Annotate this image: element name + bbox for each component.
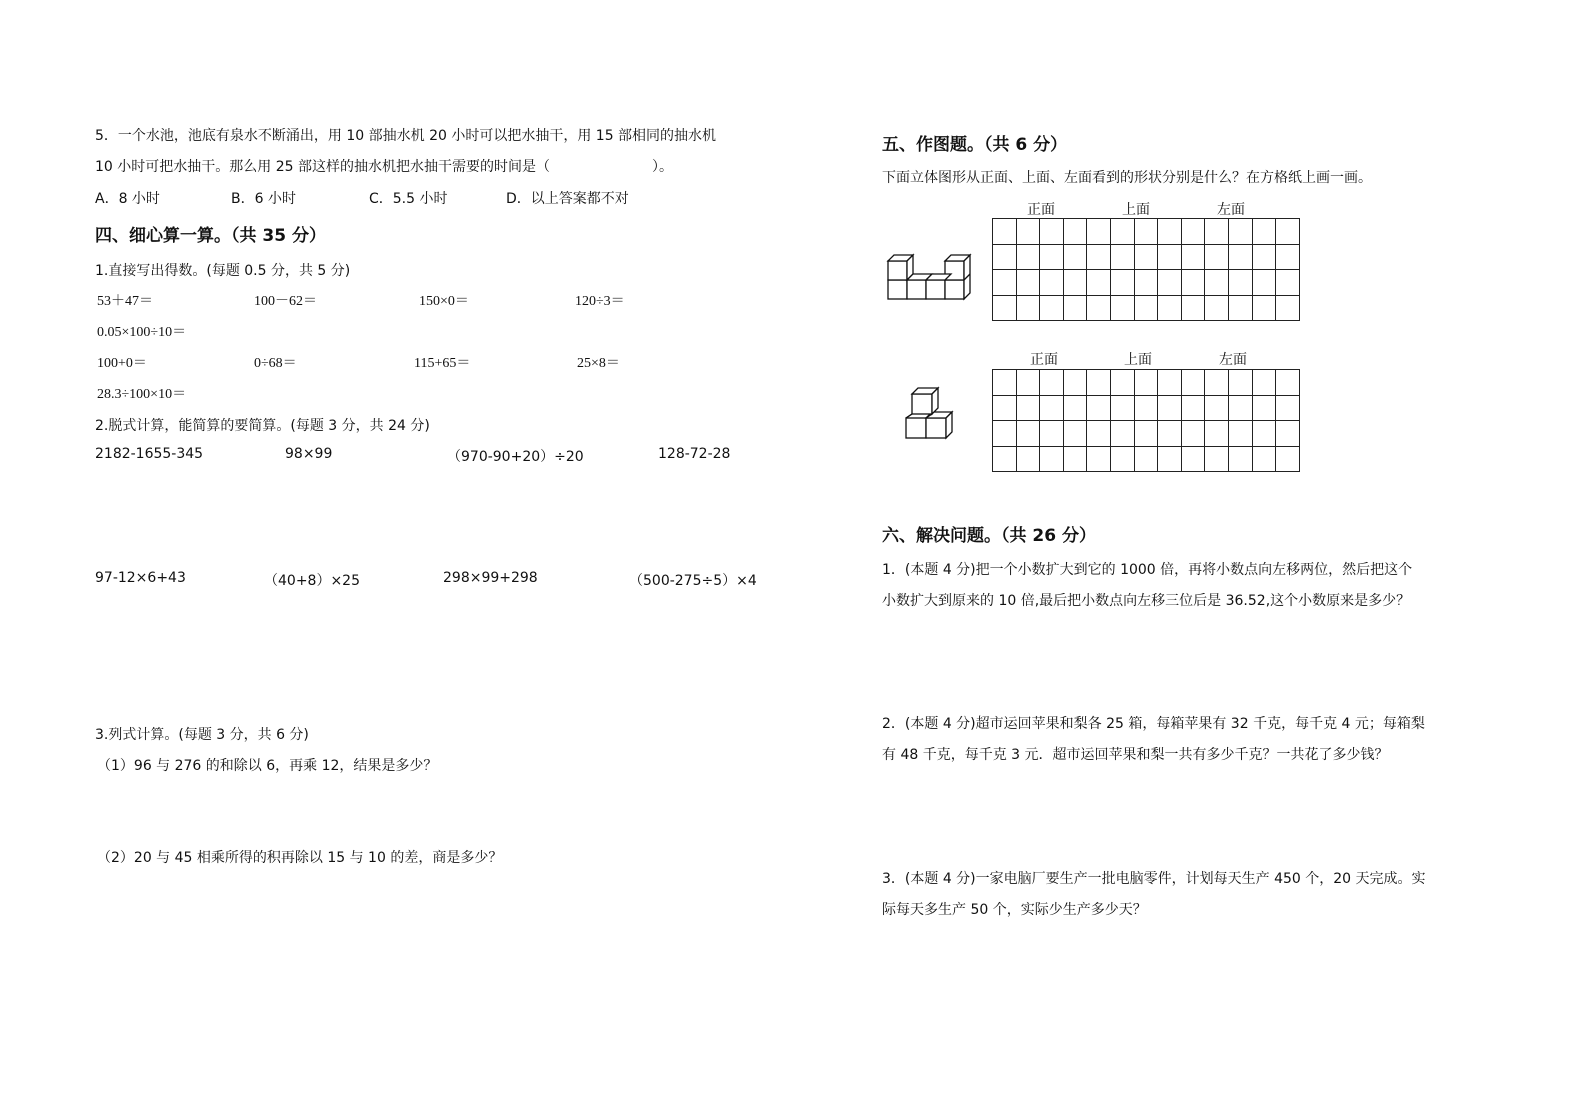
expr-item: 298×99+298 [443, 570, 538, 586]
expr-item: （500-275÷5）×4 [629, 573, 757, 589]
expr-item: 98×99 [285, 446, 333, 462]
s6-q1-line2: 小数扩大到原来的 10 倍,最后把小数点向左移三位后是 36.52,这个小数原来是多少？ [882, 593, 1411, 609]
q5-option-a: A．8 小时 [95, 191, 160, 207]
section5-title: 五、作图题。（共 6 分） [882, 135, 1068, 155]
q5-option-c: C．5.5 小时 [369, 191, 448, 207]
expr-item: 97-12×6+43 [95, 570, 186, 586]
grid2-label-top: 上面 [1124, 352, 1152, 368]
part3-q1: （1）96 与 276 的和除以 6，再乘 12，结果是多少？ [97, 758, 438, 774]
section4-title: 四、细心算一算。（共 35 分） [95, 226, 326, 246]
calc-item: 28.3÷100×10＝ [97, 387, 187, 402]
calc-item: 150×0＝ [419, 294, 469, 309]
calc-item: 115+65＝ [414, 356, 471, 371]
grid-paper-2 [992, 369, 1300, 472]
part1-title: 1.直接写出得数。(每题 0.5 分，共 5 分) [95, 263, 351, 279]
grid2-label-front: 正面 [1030, 352, 1058, 368]
solid-figure-1 [886, 252, 976, 302]
q5-option-b: B．6 小时 [231, 191, 296, 207]
calc-item: 0.05×100÷10＝ [97, 325, 187, 340]
expr-item: 128-72-28 [658, 446, 731, 462]
grid1-label-left: 左面 [1217, 202, 1245, 218]
solid-figure-2 [904, 386, 964, 442]
section6-title: 六、解决问题。（共 26 分） [882, 526, 1096, 546]
grid2-label-left: 左面 [1219, 352, 1247, 368]
grid1-label-front: 正面 [1027, 202, 1055, 218]
calc-item: 100－62＝ [254, 294, 317, 309]
s6-q1-line1: 1．(本题 4 分)把一个小数扩大到它的 1000 倍，再将小数点向左移两位，然后把这个 [882, 562, 1413, 578]
part3-q2: （2）20 与 45 相乘所得的积再除以 15 与 10 的差，商是多少？ [97, 850, 503, 866]
calc-item: 100+0＝ [97, 356, 147, 371]
s6-q3-line1: 3．(本题 4 分)一家电脑厂要生产一批电脑零件，计划每天生产 450 个，20 天完成。实 [882, 871, 1426, 887]
part2-title: 2.脱式计算，能简算的要简算。(每题 3 分，共 24 分) [95, 418, 430, 434]
q5-option-d: D．以上答案都不对 [506, 191, 629, 207]
part3-title: 3.列式计算。(每题 3 分，共 6 分) [95, 727, 309, 743]
q5-line2: 10 小时可把水抽干。那么用 25 部这样的抽水机把水抽干需要的时间是（ [95, 159, 550, 175]
grid1-label-top: 上面 [1122, 202, 1150, 218]
calc-item: 53＋47＝ [97, 294, 153, 309]
expr-item: 2182-1655-345 [95, 446, 204, 462]
calc-item: 120÷3＝ [575, 294, 625, 309]
section5-desc: 下面立体图形从正面、上面、左面看到的形状分别是什么？在方格纸上画一画。 [882, 170, 1372, 186]
s6-q3-line2: 际每天多生产 50 个，实际少生产多少天？ [882, 902, 1147, 918]
calc-item: 0÷68＝ [254, 356, 297, 371]
s6-q2-line1: 2．(本题 4 分)超市运回苹果和梨各 25 箱，每箱苹果有 32 千克，每千克 4 元；每箱梨 [882, 716, 1425, 732]
expr-item: （40+8）×25 [264, 573, 360, 589]
expr-item: （970-90+20）÷20 [447, 449, 584, 465]
q5-line2-end: ）。 [652, 159, 673, 175]
s6-q2-line2: 有 48 千克，每千克 3 元．超市运回苹果和梨一共有多少千克？一共花了多少钱？ [882, 747, 1389, 763]
grid-paper-1 [992, 218, 1300, 321]
q5-line1: 5．一个水池，池底有泉水不断涌出，用 10 部抽水机 20 小时可以把水抽干，用 15 部相同的抽水机 [95, 128, 717, 144]
calc-item: 25×8＝ [577, 356, 620, 371]
